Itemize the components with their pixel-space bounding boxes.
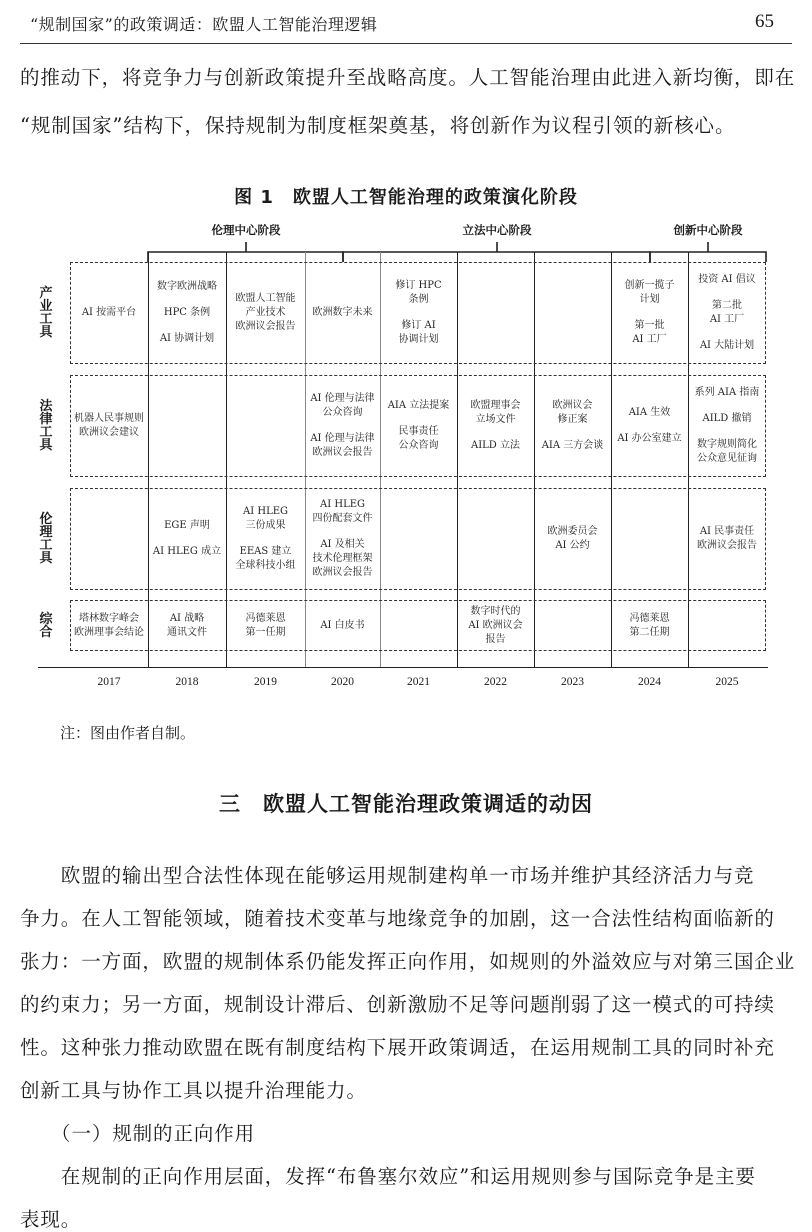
timeline-cell xyxy=(380,600,457,651)
timeline-cell xyxy=(380,262,457,364)
policy-event: AI HLEG 四份配套文件 xyxy=(312,499,373,524)
section-title: 三 欧盟人工智能治理政策调适的动因 xyxy=(219,792,593,816)
policy-event: 欧洲委员会 AI 公约 xyxy=(547,526,598,551)
body-line: 表现。 xyxy=(20,1208,82,1231)
body-line: 欧盟的输出型合法性体现在能够运用规制建构单一市场并维护其经济活力与竞 xyxy=(20,864,755,887)
year-label: 2019 xyxy=(254,676,277,688)
policy-event: 第二批 AI 工厂 xyxy=(709,300,745,325)
body-line: 在规制的正向作用层面，发挥“布鲁塞尔效应”和运用规则参与国际竞争是主要 xyxy=(20,1165,756,1188)
timeline-cell xyxy=(305,262,380,364)
stage-bracket xyxy=(650,242,766,262)
timeline-cell xyxy=(611,375,688,477)
stage-label: 立法中心阶段 xyxy=(462,223,532,237)
timeline-cell xyxy=(148,262,226,364)
row-label: 产 业 工 具 xyxy=(39,286,53,340)
stage-bracket xyxy=(148,242,343,262)
policy-event: AIA 立法提案 xyxy=(387,400,450,411)
timeline-cell xyxy=(688,262,766,364)
figure-title: 图 1 欧盟人工智能治理的政策演化阶段 xyxy=(234,187,578,208)
timeline-cell xyxy=(226,375,305,477)
policy-event: 欧盟理事会 立场文件 xyxy=(470,400,521,425)
policy-event: AI 民事责任 欧洲议会报告 xyxy=(697,526,757,551)
policy-event: AIA 三方会谈 xyxy=(541,440,604,451)
stage-label: 创新中心阶段 xyxy=(673,223,743,237)
timeline-cell xyxy=(534,488,611,590)
intro-line: 的推动下，将竞争力与创新政策提升至战略高度。人工智能治理由此进入新均衡，即在 xyxy=(20,66,796,89)
policy-event: 数字时代的 AI 欧洲议会 报告 xyxy=(468,605,523,645)
row-label: 综 合 xyxy=(39,611,53,640)
policy-event: AI 协调计划 xyxy=(159,333,215,344)
timeline-cell xyxy=(380,375,457,477)
policy-event: AIA 生效 xyxy=(628,407,671,418)
timeline-cell xyxy=(688,375,766,477)
figure-note: 注：图由作者自制。 xyxy=(60,724,196,742)
year-label: 2022 xyxy=(484,676,507,688)
timeline-cell xyxy=(380,488,457,590)
policy-event: 数字规则简化 公众意见征询 xyxy=(697,439,757,464)
timeline-cell xyxy=(305,375,380,477)
timeline-cell xyxy=(226,262,305,364)
timeline-cell xyxy=(534,262,611,364)
policy-event: 欧洲数字未来 xyxy=(312,307,373,318)
policy-event: 机器人民事规则 欧洲议会建议 xyxy=(74,413,144,438)
running-title: “规制国家”的政策调适：欧盟人工智能治理逻辑 xyxy=(30,15,378,34)
year-label: 2025 xyxy=(715,676,739,688)
timeline-cell xyxy=(70,600,148,651)
timeline-cell xyxy=(148,375,226,477)
policy-event: HPC 条例 xyxy=(163,307,211,318)
policy-event: AI HLEG 三份成果 xyxy=(243,506,288,531)
policy-event: AI 伦理与法律 欧洲议会报告 xyxy=(310,433,375,458)
policy-event: 冯德莱恩 第二任期 xyxy=(629,612,670,638)
timeline-cell xyxy=(457,488,534,590)
timeline-axis xyxy=(38,667,768,668)
policy-event: 投资 AI 倡议 xyxy=(698,274,756,285)
policy-event: 系列 AIA 指南 xyxy=(694,387,760,398)
timeline-cell xyxy=(457,262,534,364)
year-label: 2017 xyxy=(97,676,121,688)
year-label: 2024 xyxy=(638,676,661,688)
policy-event: 欧盟人工智能 产业技术 欧洲议会报告 xyxy=(235,293,296,332)
policy-event: AI 战略 通讯文件 xyxy=(167,612,207,638)
year-label: 2018 xyxy=(175,676,199,688)
body-line: 张力：一方面，欧盟的规制体系仍能发挥正向作用，如规则的外溢效应与对第三国企业 xyxy=(20,950,796,973)
policy-event: 第一批 AI 工厂 xyxy=(632,320,667,345)
timeline-cell xyxy=(534,600,611,651)
policy-event: 冯德莱恩 第一任期 xyxy=(245,612,286,638)
stage-label: 伦理中心阶段 xyxy=(211,223,281,237)
policy-event: AI 办公室建立 xyxy=(617,433,682,444)
timeline-cell xyxy=(70,375,148,477)
timeline-cell xyxy=(305,488,380,590)
policy-event: EGE 声明 xyxy=(164,520,210,531)
timeline-cell xyxy=(226,488,305,590)
policy-event: AI 按需平台 xyxy=(81,307,137,318)
policy-event: 民事责任 公众咨询 xyxy=(398,426,439,451)
page-number: 65 xyxy=(755,11,774,32)
row-label: 伦 理 工 具 xyxy=(39,512,53,566)
timeline-cell xyxy=(688,488,766,590)
timeline-cell xyxy=(457,375,534,477)
row-label: 法 律 工 具 xyxy=(39,399,53,453)
policy-event: 数字欧洲战略 xyxy=(157,281,217,292)
policy-event: 修订 AI 协调计划 xyxy=(398,320,439,345)
timeline-cell xyxy=(534,375,611,477)
policy-event: AI 白皮书 xyxy=(320,619,365,631)
year-label: 2021 xyxy=(407,676,430,688)
timeline-cell xyxy=(226,600,305,651)
year-label: 2020 xyxy=(331,676,354,688)
policy-event: AILD 立法 xyxy=(470,440,520,451)
timeline-cell xyxy=(148,600,226,651)
timeline-cell xyxy=(611,488,688,590)
policy-event: AI 及相关 技术伦理框架 欧洲议会报告 xyxy=(312,539,373,578)
timeline-cell xyxy=(457,600,534,651)
body-line: 性。这种张力推动欧盟在既有制度结构下展开政策调适，在运用规制工具的同时补充 xyxy=(20,1036,775,1059)
timeline-cell xyxy=(611,600,688,651)
body-line: 的约束力；另一方面，规制设计滞后、创新激励不足等问题削弱了这一模式的可持续 xyxy=(20,993,775,1016)
timeline-cell xyxy=(611,262,688,364)
intro-line: “规制国家”结构下，保持规制为制度框架奠基，将创新作为议程引领的新核心。 xyxy=(20,114,736,137)
policy-event: 创新一揽子 计划 xyxy=(624,280,675,305)
stage-bracket xyxy=(343,242,650,262)
policy-event: AI 伦理与法律 公众咨询 xyxy=(310,393,375,418)
year-label: 2023 xyxy=(561,676,584,688)
policy-event: AILD 撤销 xyxy=(702,413,752,424)
timeline-cell xyxy=(305,600,380,651)
timeline-cell xyxy=(148,488,226,590)
policy-event: AI 大陆计划 xyxy=(699,340,755,351)
policy-event: 欧洲议会 修正案 xyxy=(552,400,593,425)
timeline-cell xyxy=(70,262,148,364)
body-line: 创新工具与协作工具以提升治理能力。 xyxy=(20,1079,367,1102)
policy-event: EEAS 建立 全球科技小组 xyxy=(235,546,296,571)
policy-event: 修订 HPC 条例 xyxy=(395,280,442,305)
policy-event: AI HLEG 成立 xyxy=(152,546,222,557)
policy-event: 塔林数字峰会 欧洲理事会结论 xyxy=(74,612,144,638)
timeline-cell xyxy=(688,600,766,651)
timeline-cell xyxy=(70,488,148,590)
subsection-heading: （一）规制的正向作用 xyxy=(20,1122,256,1145)
body-line: 争力。在人工智能领域，随着技术变革与地缘竞争的加剧，这一合法性结构面临新的 xyxy=(20,907,775,930)
